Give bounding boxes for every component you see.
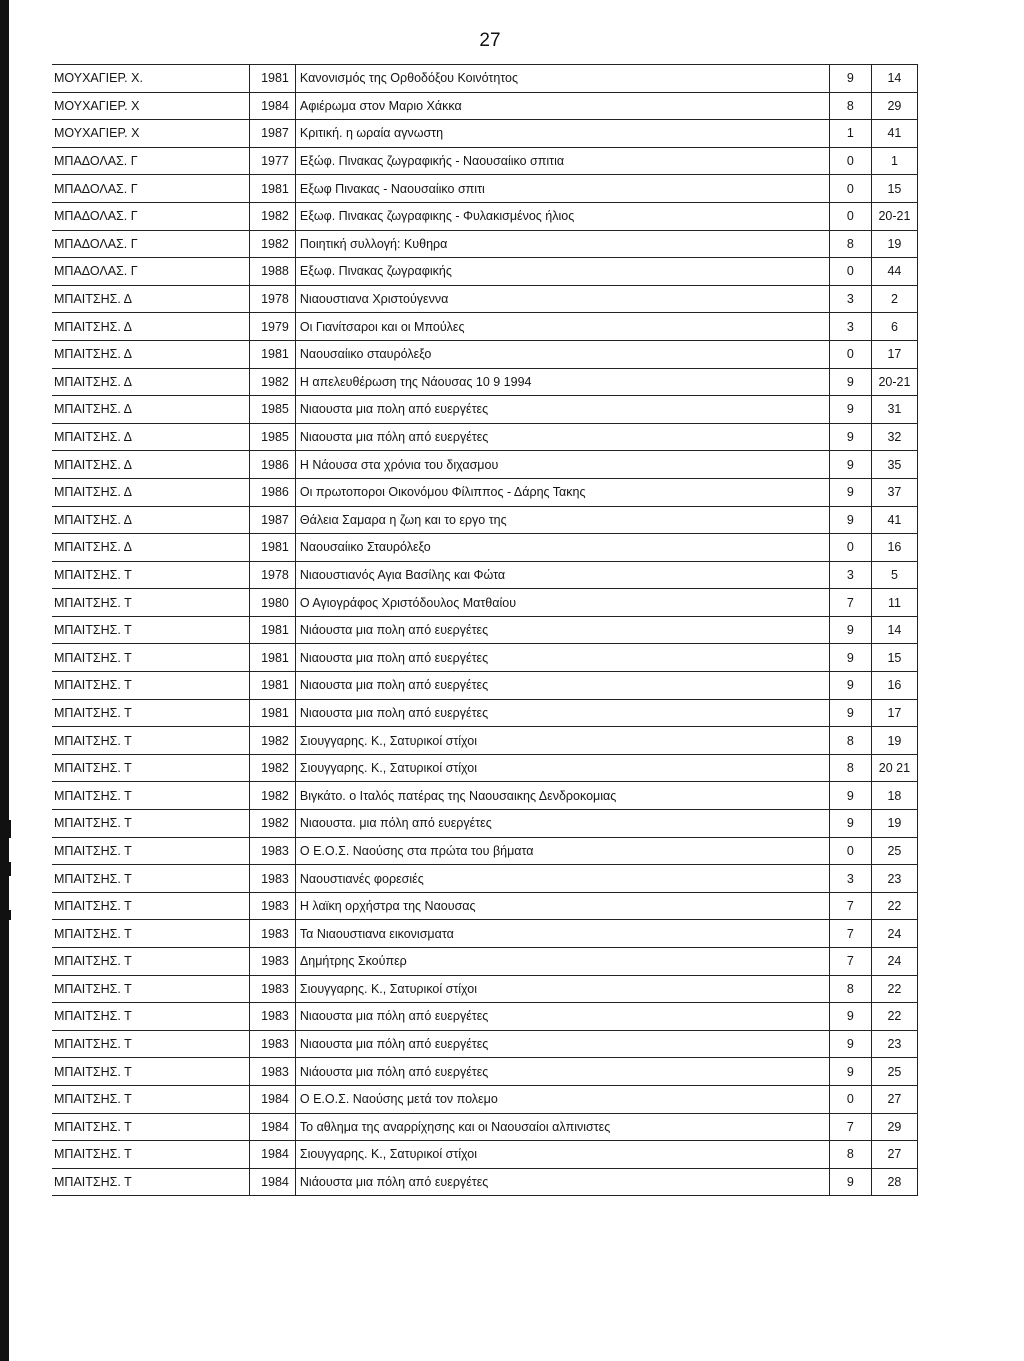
table-row	[52, 1113, 918, 1141]
cell-author: ΜΟΥΧΑΓΙΕΡ. Χ	[52, 92, 249, 120]
cell-volume: 0	[829, 534, 871, 562]
cell-page: 11	[871, 589, 917, 617]
table-row	[52, 534, 918, 562]
cell-year: 1983	[249, 1058, 295, 1086]
scan-edge-mark	[0, 820, 11, 838]
cell-volume: 9	[829, 1030, 871, 1058]
cell-volume: 9	[829, 478, 871, 506]
cell-author: ΜΠΑΔΟΛΑΣ. Γ	[52, 230, 249, 258]
cell-page: 29	[871, 92, 917, 120]
cell-volume: 9	[829, 699, 871, 727]
cell-volume: 9	[829, 1058, 871, 1086]
cell-year: 1981	[249, 616, 295, 644]
cell-page: 24	[871, 920, 917, 948]
cell-volume: 0	[829, 202, 871, 230]
table-row	[52, 616, 918, 644]
cell-volume: 8	[829, 727, 871, 755]
cell-volume: 9	[829, 672, 871, 700]
cell-volume: 8	[829, 975, 871, 1003]
table-row	[52, 975, 918, 1003]
cell-page: 17	[871, 699, 917, 727]
table-row	[52, 340, 918, 368]
cell-page: 2	[871, 285, 917, 313]
cell-author: ΜΠΑΙΤΣΗΣ. Δ	[52, 313, 249, 341]
table-row	[52, 313, 918, 341]
table-row	[52, 368, 918, 396]
cell-author: ΜΠΑΙΤΣΗΣ. Τ	[52, 1168, 249, 1196]
table-row	[52, 699, 918, 727]
cell-year: 1984	[249, 1113, 295, 1141]
cell-author: ΜΠΑΙΤΣΗΣ. Τ	[52, 892, 249, 920]
cell-page: 1	[871, 147, 917, 175]
cell-volume: 7	[829, 948, 871, 976]
cell-volume: 9	[829, 368, 871, 396]
cell-page: 23	[871, 1030, 917, 1058]
cell-year: 1981	[249, 699, 295, 727]
cell-volume: 9	[829, 616, 871, 644]
cell-title: Νιαουστα μια πόλη από ευεργέτες	[295, 1030, 829, 1058]
table-row	[52, 451, 918, 479]
cell-volume: 9	[829, 423, 871, 451]
cell-title: Εξωφ. Πινακας ζωγραφικής	[295, 258, 829, 286]
table-row	[52, 920, 918, 948]
cell-page: 19	[871, 230, 917, 258]
cell-author: ΜΠΑΔΟΛΑΣ. Γ	[52, 258, 249, 286]
cell-year: 1978	[249, 285, 295, 313]
cell-author: ΜΠΑΙΤΣΗΣ. Δ	[52, 423, 249, 451]
cell-author: ΜΠΑΙΤΣΗΣ. Τ	[52, 810, 249, 838]
cell-author: ΜΠΑΙΤΣΗΣ. Τ	[52, 865, 249, 893]
cell-volume: 7	[829, 589, 871, 617]
cell-author: ΜΠΑΙΤΣΗΣ. Τ	[52, 616, 249, 644]
cell-page: 22	[871, 892, 917, 920]
cell-title: Νιάουστα μια πόλη από ευεργέτες	[295, 1168, 829, 1196]
cell-author: ΜΠΑΙΤΣΗΣ. Τ	[52, 1085, 249, 1113]
cell-author: ΜΠΑΙΤΣΗΣ. Τ	[52, 1030, 249, 1058]
cell-page: 20-21	[871, 368, 917, 396]
cell-author: ΜΠΑΙΤΣΗΣ. Δ	[52, 506, 249, 534]
cell-page: 15	[871, 644, 917, 672]
cell-volume: 0	[829, 837, 871, 865]
cell-page: 16	[871, 672, 917, 700]
cell-author: ΜΠΑΙΤΣΗΣ. Τ	[52, 837, 249, 865]
cell-year: 1984	[249, 1085, 295, 1113]
table-row	[52, 1058, 918, 1086]
cell-page: 37	[871, 478, 917, 506]
cell-title: Ο Αγιογράφος Χριστόδουλος Ματθαίου	[295, 589, 829, 617]
cell-year: 1982	[249, 810, 295, 838]
cell-title: Ο Ε.Ο.Σ. Ναούσης στα πρώτα του βήματα	[295, 837, 829, 865]
cell-volume: 9	[829, 65, 871, 93]
cell-page: 14	[871, 616, 917, 644]
cell-author: ΜΠΑΙΤΣΗΣ. Τ	[52, 920, 249, 948]
cell-author: ΜΠΑΙΤΣΗΣ. Τ	[52, 948, 249, 976]
cell-author: ΜΠΑΙΤΣΗΣ. Δ	[52, 534, 249, 562]
cell-author: ΜΠΑΙΤΣΗΣ. Τ	[52, 1113, 249, 1141]
table-row	[52, 92, 918, 120]
cell-author: ΜΠΑΙΤΣΗΣ. Τ	[52, 589, 249, 617]
index-table	[52, 64, 918, 1196]
cell-year: 1979	[249, 313, 295, 341]
cell-year: 1981	[249, 644, 295, 672]
cell-page: 6	[871, 313, 917, 341]
cell-author: ΜΠΑΙΤΣΗΣ. Δ	[52, 340, 249, 368]
cell-year: 1987	[249, 506, 295, 534]
cell-title: Νιαουστα μια πολη από ευεργέτες	[295, 672, 829, 700]
cell-volume: 8	[829, 92, 871, 120]
cell-page: 20-21	[871, 202, 917, 230]
cell-title: Οι πρωτοποροι Οικονόμου Φίλιππος - Δάρης Τακης	[295, 478, 829, 506]
table-row	[52, 120, 918, 148]
cell-year: 1983	[249, 892, 295, 920]
cell-year: 1986	[249, 478, 295, 506]
scan-edge-left	[0, 0, 9, 1361]
cell-author: ΜΠΑΙΤΣΗΣ. Τ	[52, 754, 249, 782]
cell-page: 18	[871, 782, 917, 810]
table-row	[52, 727, 918, 755]
cell-year: 1980	[249, 589, 295, 617]
cell-year: 1984	[249, 92, 295, 120]
cell-author: ΜΠΑΙΤΣΗΣ. Δ	[52, 396, 249, 424]
table-row	[52, 202, 918, 230]
cell-author: ΜΠΑΙΤΣΗΣ. Τ	[52, 782, 249, 810]
cell-year: 1983	[249, 975, 295, 1003]
cell-year: 1985	[249, 396, 295, 424]
cell-page: 19	[871, 727, 917, 755]
cell-title: Κανονισμός της Ορθοδόξου Κοινότητος	[295, 65, 829, 93]
cell-title: Η λαϊκη ορχήστρα της Ναουσας	[295, 892, 829, 920]
cell-year: 1981	[249, 65, 295, 93]
cell-year: 1987	[249, 120, 295, 148]
cell-year: 1978	[249, 561, 295, 589]
cell-title: Εξωφ. Πινακας ζωγραφικης - Φυλακισμένος ήλιος	[295, 202, 829, 230]
cell-year: 1982	[249, 727, 295, 755]
table-row	[52, 396, 918, 424]
table-row	[52, 175, 918, 203]
cell-author: ΜΠΑΙΤΣΗΣ. Τ	[52, 1058, 249, 1086]
cell-author: ΜΠΑΙΤΣΗΣ. Τ	[52, 644, 249, 672]
table-row	[52, 423, 918, 451]
cell-page: 35	[871, 451, 917, 479]
cell-year: 1984	[249, 1168, 295, 1196]
cell-volume: 3	[829, 561, 871, 589]
cell-title: Κριτική. η ωραία αγνωστη	[295, 120, 829, 148]
scan-edge-mark	[0, 910, 11, 920]
cell-page: 29	[871, 1113, 917, 1141]
cell-year: 1981	[249, 534, 295, 562]
cell-title: Ναουσαίικο Σταυρόλεξο	[295, 534, 829, 562]
index-table-body	[52, 65, 918, 1196]
cell-year: 1982	[249, 368, 295, 396]
table-row	[52, 589, 918, 617]
cell-author: ΜΟΥΧΑΓΙΕΡ. Χ	[52, 120, 249, 148]
table-row	[52, 1003, 918, 1031]
scan-edge-mark	[0, 862, 11, 876]
cell-title: Σιουγγαρης. Κ., Σατυρικοί στίχοι	[295, 1141, 829, 1169]
cell-volume: 9	[829, 1168, 871, 1196]
cell-year: 1983	[249, 1030, 295, 1058]
cell-title: Σιουγγαρης. Κ., Σατυρικοί στίχοι	[295, 727, 829, 755]
table-row	[52, 230, 918, 258]
cell-title: Νιαουστιανα Χριστούγεννα	[295, 285, 829, 313]
cell-page: 24	[871, 948, 917, 976]
cell-author: ΜΠΑΔΟΛΑΣ. Γ	[52, 147, 249, 175]
table-row	[52, 754, 918, 782]
table-row	[52, 285, 918, 313]
cell-year: 1981	[249, 175, 295, 203]
cell-page: 22	[871, 975, 917, 1003]
cell-year: 1984	[249, 1141, 295, 1169]
cell-year: 1982	[249, 202, 295, 230]
cell-author: ΜΠΑΙΤΣΗΣ. Τ	[52, 699, 249, 727]
cell-author: ΜΠΑΙΤΣΗΣ. Τ	[52, 1003, 249, 1031]
cell-year: 1983	[249, 837, 295, 865]
cell-volume: 0	[829, 175, 871, 203]
cell-year: 1982	[249, 782, 295, 810]
cell-volume: 1	[829, 120, 871, 148]
table-row	[52, 672, 918, 700]
table-row	[52, 1085, 918, 1113]
cell-author: ΜΠΑΙΤΣΗΣ. Δ	[52, 368, 249, 396]
cell-page: 16	[871, 534, 917, 562]
cell-author: ΜΠΑΙΤΣΗΣ. Τ	[52, 727, 249, 755]
page-number: 27	[479, 30, 501, 51]
cell-title: Ποιητική συλλογή: Κυθηρα	[295, 230, 829, 258]
cell-volume: 0	[829, 258, 871, 286]
cell-title: Η απελευθέρωση της Νάουσας 10 9 1994	[295, 368, 829, 396]
table-row	[52, 865, 918, 893]
cell-author: ΜΠΑΙΤΣΗΣ. Τ	[52, 672, 249, 700]
cell-title: Τα Νιαουστιανα εικονισματα	[295, 920, 829, 948]
cell-page: 25	[871, 837, 917, 865]
cell-title: Σιουγγαρης. Κ., Σατυρικοί στίχοι	[295, 754, 829, 782]
cell-page: 20 21	[871, 754, 917, 782]
cell-page: 5	[871, 561, 917, 589]
cell-page: 17	[871, 340, 917, 368]
cell-volume: 9	[829, 506, 871, 534]
cell-page: 22	[871, 1003, 917, 1031]
cell-title: Βιγκάτο. ο Ιταλός πατέρας της Ναουσαικης Δενδροκομιας	[295, 782, 829, 810]
cell-title: Νιάουστα μια πόλη από ευεργέτες	[295, 1058, 829, 1086]
cell-title: Νιαουστα μια πόλη από ευεργέτες	[295, 423, 829, 451]
cell-title: Ναουστιανές φορεσιές	[295, 865, 829, 893]
cell-year: 1988	[249, 258, 295, 286]
cell-volume: 9	[829, 782, 871, 810]
cell-volume: 3	[829, 865, 871, 893]
cell-author: ΜΠΑΙΤΣΗΣ. Τ	[52, 1141, 249, 1169]
cell-volume: 9	[829, 644, 871, 672]
cell-author: ΜΟΥΧΑΓΙΕΡ. Χ.	[52, 65, 249, 93]
cell-volume: 3	[829, 285, 871, 313]
table-row	[52, 837, 918, 865]
cell-page: 41	[871, 120, 917, 148]
table-row	[52, 1168, 918, 1196]
cell-title: Νιαουστα μια πολη από ευεργέτες	[295, 644, 829, 672]
table-row	[52, 1030, 918, 1058]
cell-page: 15	[871, 175, 917, 203]
table-row	[52, 65, 918, 93]
cell-volume: 9	[829, 396, 871, 424]
cell-volume: 9	[829, 1003, 871, 1031]
cell-volume: 0	[829, 340, 871, 368]
cell-page: 28	[871, 1168, 917, 1196]
cell-title: Αφιέρωμα στον Μαριο Χάκκα	[295, 92, 829, 120]
cell-title: Εξώφ. Πινακας ζωγραφικής - Ναουσαίικο σπιτια	[295, 147, 829, 175]
cell-year: 1983	[249, 1003, 295, 1031]
cell-volume: 7	[829, 1113, 871, 1141]
cell-title: Νιαουστα μια πόλη από ευεργέτες	[295, 1003, 829, 1031]
table-row	[52, 782, 918, 810]
cell-year: 1982	[249, 230, 295, 258]
index-table-container	[52, 64, 918, 1196]
cell-volume: 9	[829, 810, 871, 838]
table-row	[52, 1141, 918, 1169]
cell-year: 1977	[249, 147, 295, 175]
cell-year: 1986	[249, 451, 295, 479]
cell-page: 25	[871, 1058, 917, 1086]
table-row	[52, 147, 918, 175]
cell-title: Νιαουστα μια πολη από ευεργέτες	[295, 396, 829, 424]
table-row	[52, 948, 918, 976]
cell-title: Η Νάουσα στα χρόνια του διχασμου	[295, 451, 829, 479]
cell-year: 1985	[249, 423, 295, 451]
table-row	[52, 810, 918, 838]
cell-volume: 8	[829, 1141, 871, 1169]
cell-title: Θάλεια Σαμαρα η ζωη και το εργο της	[295, 506, 829, 534]
table-row	[52, 478, 918, 506]
cell-title: Νιαουστα μια πολη από ευεργέτες	[295, 699, 829, 727]
cell-page: 27	[871, 1085, 917, 1113]
cell-page: 31	[871, 396, 917, 424]
cell-title: Δημήτρης Σκούπερ	[295, 948, 829, 976]
cell-title: Οι Γιανίτσαροι και οι Μπούλες	[295, 313, 829, 341]
cell-page: 14	[871, 65, 917, 93]
cell-title: Εξωφ Πινακας - Ναουσαίικο σπιτι	[295, 175, 829, 203]
cell-page: 41	[871, 506, 917, 534]
table-row	[52, 561, 918, 589]
cell-volume: 7	[829, 920, 871, 948]
table-row	[52, 892, 918, 920]
cell-page: 19	[871, 810, 917, 838]
cell-volume: 9	[829, 451, 871, 479]
cell-year: 1983	[249, 920, 295, 948]
cell-author: ΜΠΑΔΟΛΑΣ. Γ	[52, 175, 249, 203]
table-row	[52, 644, 918, 672]
cell-page: 44	[871, 258, 917, 286]
cell-volume: 7	[829, 892, 871, 920]
cell-year: 1983	[249, 865, 295, 893]
cell-volume: 8	[829, 230, 871, 258]
cell-title: Νιάουστα μια πολη από ευεργέτες	[295, 616, 829, 644]
cell-title: Ο Ε.Ο.Σ. Ναούσης μετά τον πολεμο	[295, 1085, 829, 1113]
cell-author: ΜΠΑΔΟΛΑΣ. Γ	[52, 202, 249, 230]
cell-volume: 3	[829, 313, 871, 341]
cell-author: ΜΠΑΙΤΣΗΣ. Δ	[52, 478, 249, 506]
cell-volume: 8	[829, 754, 871, 782]
cell-title: Το αθλημα της αναρρίχησης και οι Ναουσαίοι αλπινιστες	[295, 1113, 829, 1141]
table-row	[52, 258, 918, 286]
cell-title: Ναουσαίικο σταυρόλεξο	[295, 340, 829, 368]
cell-title: Νιαουστα. μια πόλη από ευεργέτες	[295, 810, 829, 838]
cell-page: 23	[871, 865, 917, 893]
cell-author: ΜΠΑΙΤΣΗΣ. Τ	[52, 561, 249, 589]
cell-year: 1983	[249, 948, 295, 976]
cell-volume: 0	[829, 147, 871, 175]
cell-year: 1981	[249, 340, 295, 368]
cell-title: Σιουγγαρης. Κ., Σατυρικοί στίχοι	[295, 975, 829, 1003]
cell-author: ΜΠΑΙΤΣΗΣ. Τ	[52, 975, 249, 1003]
cell-page: 27	[871, 1141, 917, 1169]
cell-page: 32	[871, 423, 917, 451]
cell-author: ΜΠΑΙΤΣΗΣ. Δ	[52, 451, 249, 479]
cell-author: ΜΠΑΙΤΣΗΣ. Δ	[52, 285, 249, 313]
cell-year: 1981	[249, 672, 295, 700]
cell-volume: 0	[829, 1085, 871, 1113]
table-row	[52, 506, 918, 534]
cell-title: Νιαουστιανός Αγια Βασίλης και Φώτα	[295, 561, 829, 589]
cell-year: 1982	[249, 754, 295, 782]
